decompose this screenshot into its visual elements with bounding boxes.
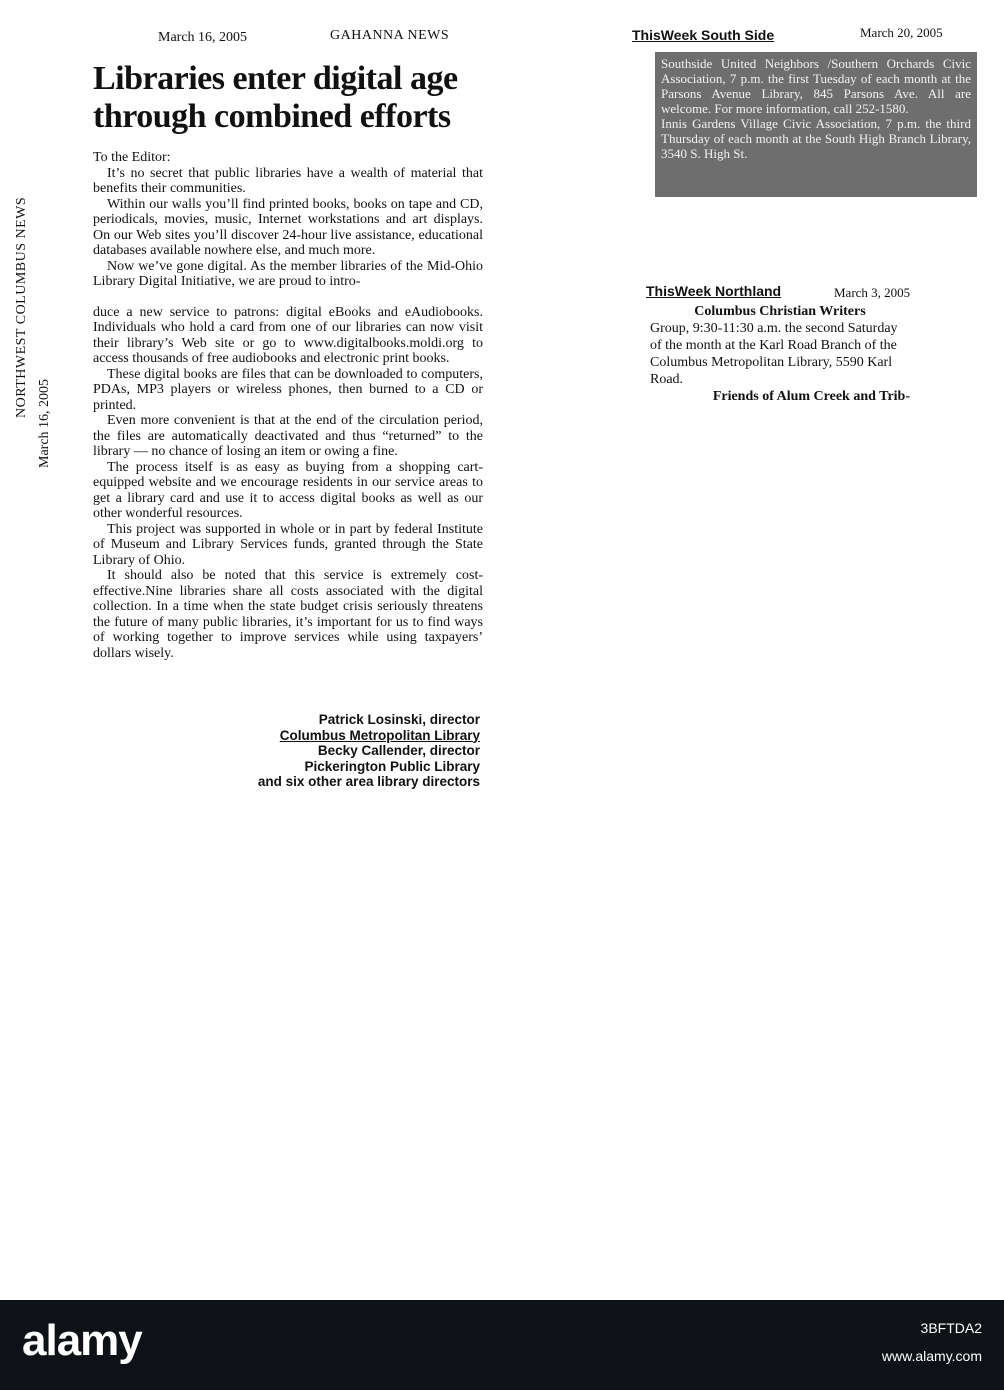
southside-listing [655,52,977,197]
paragraph: The process itself is as easy as buying from a shopping cart-equipped website and we encourage residents in our service areas to get a library card and use it to access digital books as well as our other wonderful resources. [93,459,483,521]
side-masthead: NORTHWEST COLUMBUS NEWS [14,196,29,418]
article-body [93,150,483,661]
image-id: 3BFTDA2 [920,1320,982,1336]
article-headline: Libraries enter digital age through combined efforts [93,60,458,135]
clipping-publication: GAHANNA NEWS [330,28,450,43]
listing-item: Innis Gardens Village Civic Association, 7 p.m. the third Thursday of each month at the South High Branch Library, 3540 S. High St. [661,116,971,161]
signature-block [230,712,480,790]
northland-publication: ThisWeek Northland [646,283,782,299]
signature-line: Patrick Losinski, director [318,712,480,727]
paragraph: Even more convenient is that at the end of the circulation period, the files are automatically deactivated and thus “returned” to the library — no chance of losing an item or owing a fine. [93,413,483,459]
paragraph: These digital books are files that can be downloaded to computers, PDAs, MP3 players or wireless phones, then burned to a CD or printed. [93,366,483,413]
southside-date: March 20, 2005 [860,25,943,40]
signature-line: Becky Callender, director [317,743,480,758]
northland-listing [650,303,910,405]
listing-item: Southside United Neighbors /Southern Orchards Civic Association, 7 p.m. the first Tuesday of each month at the Parsons Avenue Library, 845 Parsons Ave. All are welcome. For more information, call 252-1580. [661,56,971,116]
signature-line: and six other area library directors [257,774,480,789]
listing-continued: Friends of Alum Creek and Trib- [712,389,910,404]
paragraph: It should also be noted that this service is extremely cost-effective.Nine libraries share all costs associated with the digital collection. In a time when the state budget crisis seriously threatens the future of many public libraries, it’s important for us to find ways of working together to improve services while using taxpayers’ dollars wisely. [93,568,483,661]
paragraph: It’s no secret that public libraries have a wealth of material that benefits their communities. [93,165,483,196]
site-url: www.alamy.com [881,1348,982,1364]
paragraph: Within our walls you’ll find printed books, books on tape and CD, periodicals, movies, music, Internet workstations and art displays. On our Web sites you’ll discover 24-hour live assistance, educational databases available nowhere else, and much more. [93,196,483,258]
signature-line: Pickerington Public Library [304,758,480,774]
alamy-logo: alamy [22,1316,142,1365]
paragraph: This project was supported in whole or in part by federal Institute of Museum and Library Services funds, granted through the State Library of Ohio. [93,521,483,568]
side-date: March 16, 2005 [37,378,52,468]
listing-title: Columbus Christian Writers [694,304,866,319]
southside-publication: ThisWeek South Side [632,27,775,43]
clipping-date: March 16, 2005 [158,30,248,45]
paragraph: duce a new service to patrons: digital eBooks and eAudiobooks. Individuals who hold a card from one of our libraries can now visit their library’s Web site or go to www.digitalbooks.moldi.org to access thousands of free audiobooks and electronic print books. [93,304,483,366]
northland-date: March 3, 2005 [834,285,911,300]
paragraph: Now we’ve gone digital. As the member libraries of the Mid-Ohio Library Digital Initiative, we are proud to intro- [93,258,483,289]
signature-line: Columbus Metropolitan Library [279,727,480,743]
salutation: To the Editor: [93,150,171,165]
watermark-footer [0,1300,1004,1390]
listing-body: Group, 9:30-11:30 a.m. the second Saturday of the month at the Karl Road Branch of the Columbus Metropolitan Library, 5590 Karl Road. [650,321,898,387]
